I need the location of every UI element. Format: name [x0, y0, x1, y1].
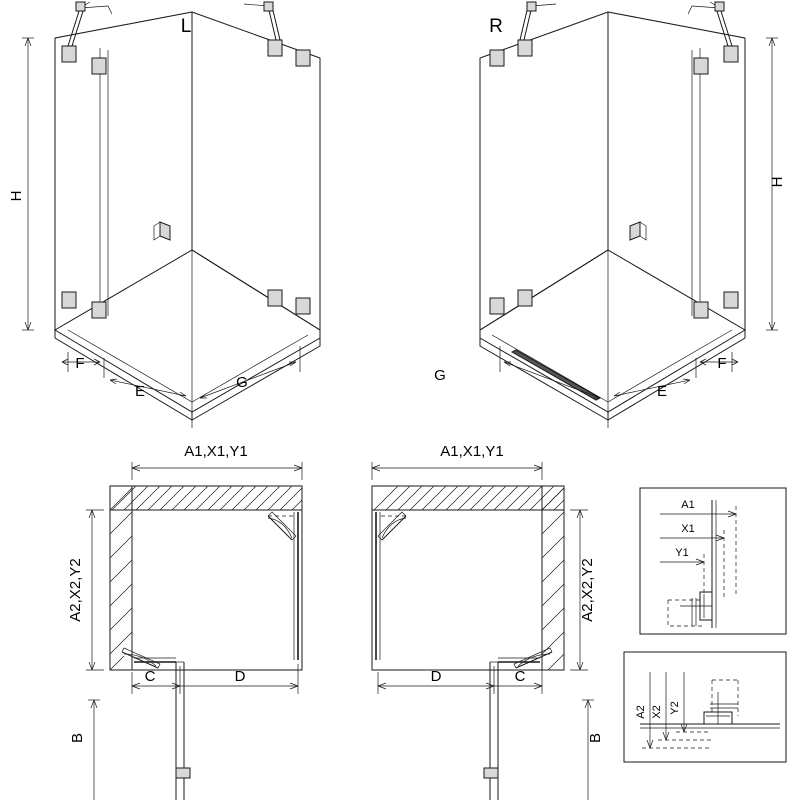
plan-left-view: [67, 443, 302, 800]
iso-left-base-label-g: G: [236, 374, 248, 391]
plan-right-view: [372, 443, 604, 800]
plan-left-side-dimension: A2,X2,Y2: [67, 558, 84, 622]
iso-right-title: R: [489, 16, 503, 37]
plan-left-dimension-c: C: [144, 668, 156, 685]
plan-right-dimension-d: D: [430, 668, 442, 685]
detail-top-view: [640, 488, 786, 634]
iso-right-height-label: H: [769, 176, 786, 188]
detail-bottom-label-x2: X2: [651, 705, 663, 719]
iso-left-title: L: [180, 16, 192, 37]
plan-right-depth-dimension: B: [587, 732, 604, 744]
plan-left-top-dimension: A1,X1,Y1: [184, 443, 248, 460]
detail-top-label-a1: A1: [681, 499, 695, 511]
detail-bottom-label-a2: A2: [635, 705, 647, 719]
plan-left-depth-dimension: B: [69, 732, 86, 744]
plan-right-dimension-c: C: [514, 668, 526, 685]
detail-top-label-x1: X1: [681, 523, 695, 535]
detail-top-label-y1: Y1: [675, 547, 689, 559]
iso-right-base-label-f: F: [717, 355, 727, 372]
plan-right-top-dimension: A1,X1,Y1: [440, 443, 504, 460]
iso-right-base-label-g: G: [434, 367, 446, 384]
iso-left-base-label-f: F: [75, 355, 85, 372]
detail-bottom-label-y2: Y2: [669, 701, 681, 715]
plan-right-side-dimension: A2,X2,Y2: [579, 558, 596, 622]
iso-right-view: [434, 2, 786, 428]
iso-left-base-label-e: E: [134, 383, 146, 400]
detail-bottom-view: [624, 652, 786, 762]
iso-left-height-label: H: [8, 190, 25, 202]
plan-left-dimension-d: D: [234, 668, 246, 685]
iso-right-base-label-e: E: [656, 383, 668, 400]
iso-left-view: [8, 2, 320, 428]
